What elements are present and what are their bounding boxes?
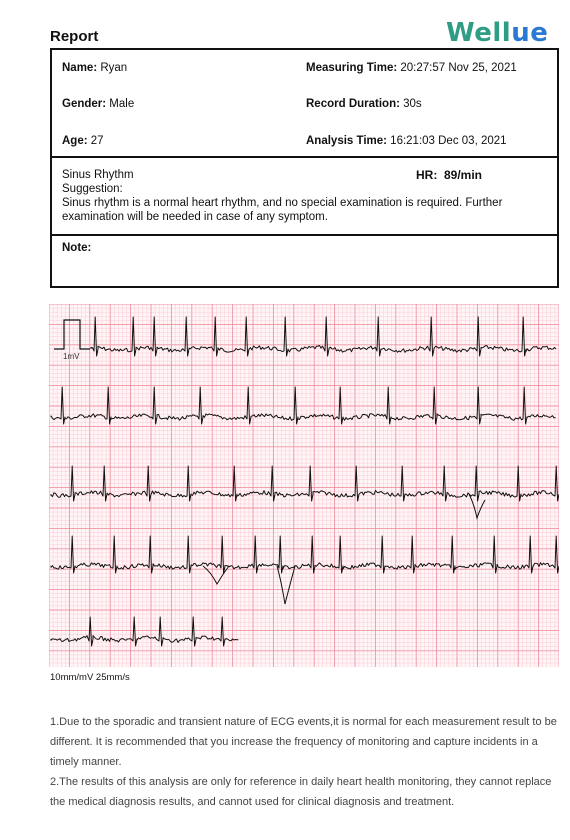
suggestion-label: Suggestion: [62, 183, 123, 195]
gender-field: Gender: Male [62, 98, 135, 110]
analysis-section [52, 158, 557, 236]
ecg-background [49, 304, 559, 667]
analysis-time-field: Analysis Time: 16:21:03 Dec 03, 2021 [306, 135, 507, 147]
ecg-scale-label: 10mm/mV 25mm/s [50, 672, 130, 683]
disclaimer-paragraph-1: 1.Due to the sporadic and transient nature of ECG events,it is normal for each measurement result to be different. It is recommended that you increase the frequency of monitoring and capture incidents in a timely manner. [50, 716, 557, 768]
wellue-logo: Wellue [446, 18, 549, 48]
patient-details-section [52, 50, 557, 158]
note-section [52, 236, 557, 288]
note-label: Note: [62, 242, 92, 254]
patient-info-box [50, 48, 559, 288]
ecg-chart [49, 304, 559, 667]
suggestion-text: Sinus rhythm is a normal heart rhythm, and no special examination is required. Further examination will be needed in case of any symptom. [62, 197, 503, 223]
calibration-label: 1mV [63, 352, 80, 361]
rhythm-label: Sinus Rhythm [62, 169, 134, 181]
report-title: Report [50, 28, 99, 45]
name-field: Name: Ryan [62, 62, 128, 74]
ecg-strip [49, 304, 559, 667]
age-field: Age: 27 [62, 135, 104, 147]
record-duration-field: Record Duration: 30s [306, 98, 422, 110]
measuring-time-field: Measuring Time: 20:27:57 Nov 25, 2021 [306, 62, 517, 74]
disclaimer-paragraph-2: 2.The results of this analysis are only for reference in daily heart health monitoring, they cannot replace the medical diagnosis results, and cannot used for clinical diagnosis and treatment. [50, 776, 552, 808]
disclaimer [50, 712, 560, 812]
heart-rate: HR: 89/min [416, 168, 483, 182]
